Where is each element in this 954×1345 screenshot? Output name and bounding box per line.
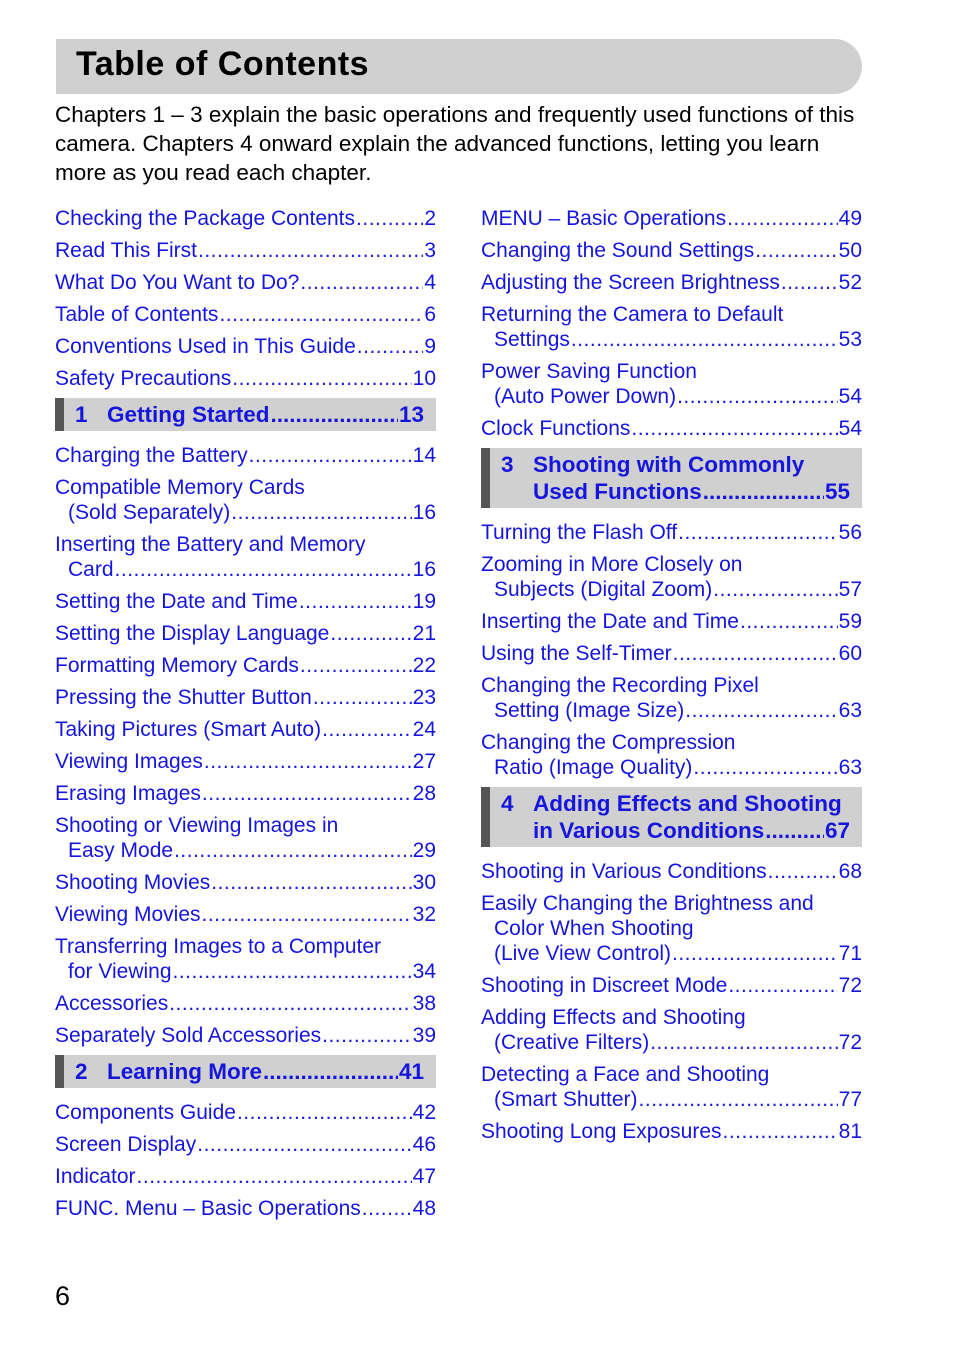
toc-entry[interactable] [481,730,862,780]
toc-entry[interactable] [481,859,862,884]
dot-leader [781,270,838,295]
title-bar [56,39,862,94]
dot-leader [299,589,412,614]
page-number: 6 [55,1281,71,1311]
toc-line [481,577,862,602]
toc-entry[interactable] [481,359,862,409]
toc-line [481,520,862,545]
toc-line [55,838,436,863]
entry-title: Power Saving Function [481,360,697,383]
chapter-page: 13 [398,402,424,427]
dot-leader [115,557,412,582]
toc-entry[interactable] [55,934,436,984]
dot-leader [362,1196,412,1221]
toc-entry[interactable] [55,749,436,774]
entry-page: 2 [424,207,436,230]
dot-leader [765,817,824,844]
toc-entry[interactable] [55,589,436,614]
entry-page: 81 [838,1120,862,1143]
entry-title: Changing the Compression [481,731,736,754]
toc-line [55,685,436,710]
chapter-heading-2[interactable] [55,1055,436,1088]
entry-page: 68 [838,860,862,883]
toc-line [533,790,850,817]
entry-title: Shooting in Discreet Mode [481,974,728,997]
toc-line [55,1164,436,1189]
toc-entry[interactable] [55,475,436,525]
entry-title: Setting (Image Size) [494,699,685,722]
toc-entry[interactable] [55,685,436,710]
entry-page: 60 [838,642,862,665]
entry-title: Shooting in Various Conditions [481,860,767,883]
toc-entry[interactable] [55,238,436,263]
chapter-heading-body [107,401,424,428]
dot-leader [356,206,423,231]
chapter-title: Shooting with Commonly [533,452,805,477]
toc-entry[interactable] [55,717,436,742]
toc-line [481,641,862,666]
toc-entry[interactable] [481,1005,862,1055]
chapter-page: 41 [398,1059,424,1084]
entry-title: Easily Changing the Brightness and [481,892,814,915]
toc-entry[interactable] [55,781,436,806]
toc-entry[interactable] [481,609,862,634]
dot-leader [249,443,412,468]
toc-line [107,401,424,428]
dot-leader [672,941,838,966]
entry-title: Erasing Images [55,782,201,805]
toc-line [55,366,436,391]
toc-line [55,621,436,646]
toc-line [55,749,436,774]
entry-page: 22 [412,654,436,677]
entry-page: 3 [424,239,436,262]
entry-title: Conventions Used in This Guide [55,335,356,358]
toc-line [481,552,862,577]
entry-title: Transferring Images to a Computer [55,935,382,958]
toc-entry[interactable] [481,206,862,231]
entry-page: 49 [838,207,862,230]
toc-line [55,717,436,742]
entry-title: Detecting a Face and Shooting [481,1063,770,1086]
entry-page: 53 [838,328,862,351]
dot-leader [322,1023,412,1048]
entry-title: Changing the Recording Pixel [481,674,759,697]
dot-leader [197,1132,411,1157]
entry-page: 19 [412,590,436,613]
toc-right-column [481,206,862,1151]
toc-entry[interactable] [55,813,436,863]
entry-page: 38 [412,992,436,1015]
chapter-page: 67 [824,818,850,843]
dot-leader [232,366,411,391]
toc-line [55,302,436,327]
dot-leader [650,1030,837,1055]
dot-leader [137,1164,412,1189]
toc-entry[interactable] [55,532,436,582]
chapter-number: 4 [501,791,514,816]
toc-entry[interactable] [481,673,862,723]
entry-page: 30 [412,871,436,894]
toc-line [481,238,862,263]
toc-entry[interactable] [55,991,436,1016]
chapter-title: Getting Started [107,402,270,427]
entry-title: FUNC. Menu – Basic Operations [55,1197,361,1220]
entry-title: for Viewing [68,960,172,983]
toc-entry[interactable] [481,302,862,352]
dot-leader [639,1087,838,1112]
toc-entry[interactable] [55,870,436,895]
entry-title: Indicator [55,1165,136,1188]
dot-leader [678,520,838,545]
entry-page: 77 [838,1088,862,1111]
toc-line [533,817,850,844]
entry-page: 48 [412,1197,436,1220]
entry-page: 9 [424,335,436,358]
intro-paragraph: Chapters 1 – 3 explain the basic operations and frequently used functions of this camera. Chapters 4 onward explain the advanced functions, letting you learn more as you read each chapter. [55,102,855,185]
toc-line [55,475,436,500]
entry-page: 34 [412,960,436,983]
entry-title: Card [68,558,114,581]
toc-entry[interactable] [55,653,436,678]
dot-leader [173,959,412,984]
toc-line [481,698,862,723]
toc-line [481,609,862,634]
toc-entry[interactable] [481,416,862,441]
toc-line [55,1023,436,1048]
entry-title: Clock Functions [481,417,631,440]
toc-line [55,443,436,468]
dot-leader [271,401,398,428]
entry-page: 27 [412,750,436,773]
toc-line [107,1058,424,1085]
dot-leader [202,781,412,806]
entry-page: 54 [838,385,862,408]
dot-leader [723,1119,838,1144]
toc-entry[interactable] [55,902,436,927]
toc-entry[interactable] [55,621,436,646]
toc-line [481,206,862,231]
toc-line [55,270,436,295]
entry-title: Read This First [55,239,197,262]
chapter-heading-body [533,451,850,505]
dot-leader [631,416,837,441]
entry-title: Turning the Flash Off [481,521,678,544]
dot-leader [313,685,412,710]
toc-line [481,755,862,780]
toc-line [481,973,862,998]
chapter-heading-grid [75,401,424,428]
toc-line [481,859,862,884]
toc-line [481,384,862,409]
entry-page: 16 [412,501,436,524]
entry-title: Setting the Display Language [55,622,330,645]
chapter-heading-grid [501,790,850,844]
toc-line [481,327,862,352]
dot-leader [673,641,838,666]
entry-title: MENU – Basic Operations [481,207,727,230]
toc-entry[interactable] [481,520,862,545]
entry-page: 63 [838,699,862,722]
entry-page: 10 [412,367,436,390]
entry-title: Settings [494,328,570,351]
entry-page: 32 [412,903,436,926]
entry-page: 71 [838,942,862,965]
toc-line [533,478,850,505]
entry-title: Adjusting the Screen Brightness [481,271,780,294]
dot-leader [685,698,837,723]
dot-leader [263,1058,398,1085]
toc-entry[interactable] [481,238,862,263]
chapter-number: 1 [75,402,88,427]
entry-page: 47 [412,1165,436,1188]
toc-line [481,416,862,441]
page-title: Table of Contents [76,45,370,83]
entry-title: Subjects (Digital Zoom) [494,578,713,601]
dot-leader [693,755,837,780]
chapter-title: Learning More [107,1059,263,1084]
entry-title: Inserting the Date and Time [481,610,739,633]
entry-title: Formatting Memory Cards [55,654,299,677]
dot-leader [219,302,423,327]
dot-leader [202,902,412,927]
dot-leader [728,973,837,998]
toc-line [481,359,862,384]
toc-line [481,891,862,916]
toc-entry[interactable] [481,641,862,666]
chapter-heading-3[interactable] [481,448,862,508]
dot-leader [703,478,824,505]
toc-line [55,781,436,806]
dot-leader [300,270,423,295]
entry-title: Shooting Long Exposures [481,1120,722,1143]
toc-entry[interactable] [55,334,436,359]
toc-entry[interactable] [55,206,436,231]
toc-entry[interactable] [55,1100,436,1125]
toc-line [55,934,436,959]
chapter-title: in Various Conditions [533,818,765,843]
toc-entry[interactable] [55,1196,436,1221]
toc-entry[interactable] [481,270,862,295]
entry-page: 42 [412,1101,436,1124]
toc-line [55,206,436,231]
toc-entry[interactable] [55,270,436,295]
entry-page: 59 [838,610,862,633]
dot-leader [322,717,412,742]
dot-leader [330,621,411,646]
dot-leader [231,500,411,525]
toc-line [55,589,436,614]
entry-title: (Sold Separately) [68,501,231,524]
chapter-heading-4[interactable] [481,787,862,847]
chapter-number: 2 [75,1059,88,1084]
toc-line [481,1062,862,1087]
dot-leader [677,384,838,409]
entry-title: Using the Self-Timer [481,642,672,665]
entry-page: 28 [412,782,436,805]
entry-title: Charging the Battery [55,444,248,467]
entry-title: Compatible Memory Cards [55,476,305,499]
entry-title: Shooting Movies [55,871,211,894]
toc-entry[interactable] [55,443,436,468]
dot-leader [727,206,838,231]
entry-page: 24 [412,718,436,741]
dot-leader [300,653,412,678]
dot-leader [174,838,412,863]
toc-line [481,1087,862,1112]
toc-line [55,902,436,927]
toc-left-column [55,206,436,1228]
entry-page: 72 [838,974,862,997]
toc-line [481,916,862,941]
entry-page: 52 [838,271,862,294]
entry-title: What Do You Want to Do? [55,271,300,294]
dot-leader [571,327,838,352]
entry-page: 72 [838,1031,862,1054]
entry-title: Screen Display [55,1133,197,1156]
chapter-title: Used Functions [533,479,702,504]
toc-line [481,1030,862,1055]
dot-leader [357,334,424,359]
toc-line [55,500,436,525]
toc-line [55,653,436,678]
toc-line [533,451,850,478]
toc-line [55,991,436,1016]
entry-page: 29 [412,839,436,862]
entry-title: Ratio (Image Quality) [494,756,693,779]
entry-page: 16 [412,558,436,581]
chapter-heading-1[interactable] [55,398,436,431]
entry-title: Inserting the Battery and Memory [55,533,366,556]
entry-title: Shooting or Viewing Images in [55,814,339,837]
entry-title: Accessories [55,992,169,1015]
entry-title: Components Guide [55,1101,236,1124]
entry-page: 21 [412,622,436,645]
entry-title: Safety Precautions [55,367,232,390]
entry-title: Taking Pictures (Smart Auto) [55,718,322,741]
entry-title: Pressing the Shutter Button [55,686,312,709]
toc-line [481,270,862,295]
chapter-title: Adding Effects and Shooting [533,791,842,816]
entry-title: Table of Contents [55,303,219,326]
entry-page: 23 [412,686,436,709]
dot-leader [755,238,837,263]
entry-title: Viewing Images [55,750,203,773]
entry-title: Separately Sold Accessories [55,1024,322,1047]
chapter-heading-body [533,790,850,844]
toc-line [481,730,862,755]
toc-line [55,532,436,557]
dot-leader [204,749,412,774]
toc-entry[interactable] [55,302,436,327]
toc-entry[interactable] [55,366,436,391]
toc-line [55,813,436,838]
toc-line [55,1100,436,1125]
toc-entry[interactable] [55,1023,436,1048]
toc-entry[interactable] [481,973,862,998]
entry-page: 6 [424,303,436,326]
toc-line [55,959,436,984]
toc-line [481,1119,862,1144]
entry-title: Returning the Camera to Default [481,303,784,326]
chapter-page: 55 [824,479,850,504]
entry-page: 14 [412,444,436,467]
entry-title: (Live View Control) [494,942,672,965]
toc-line [481,673,862,698]
toc-entry[interactable] [481,1119,862,1144]
entry-title: Setting the Date and Time [55,590,298,613]
chapter-number: 3 [501,452,514,477]
entry-title: Viewing Movies [55,903,201,926]
toc-line [55,1196,436,1221]
toc-line [481,1005,862,1030]
entry-title: (Creative Filters) [494,1031,650,1054]
entry-page: 46 [412,1133,436,1156]
entry-title: Changing the Sound Settings [481,239,755,262]
entry-page: 56 [838,521,862,544]
toc-entry[interactable] [55,1164,436,1189]
entry-title: Checking the Package Contents [55,207,356,230]
entry-title: Zooming in More Closely on [481,553,743,576]
dot-leader [198,238,423,263]
dot-leader [768,859,838,884]
entry-page: 39 [412,1024,436,1047]
entry-title: (Auto Power Down) [494,385,677,408]
toc-line [55,334,436,359]
entry-page: 54 [838,417,862,440]
dot-leader [169,991,411,1016]
chapter-heading-grid [501,451,850,505]
entry-page: 57 [838,578,862,601]
toc-line [481,941,862,966]
entry-page: 63 [838,756,862,779]
entry-page: 4 [424,271,436,294]
entry-page: 50 [838,239,862,262]
toc-line [55,870,436,895]
toc-line [481,302,862,327]
toc-entry[interactable] [481,891,862,966]
entry-title: Adding Effects and Shooting [481,1006,746,1029]
chapter-heading-grid [75,1058,424,1085]
toc-line [55,1132,436,1157]
toc-entry[interactable] [481,552,862,602]
dot-leader [713,577,837,602]
dot-leader [237,1100,412,1125]
entry-title: (Smart Shutter) [494,1088,638,1111]
chapter-heading-body [107,1058,424,1085]
toc-line [55,557,436,582]
toc-entry[interactable] [55,1132,436,1157]
entry-title: Easy Mode [68,839,174,862]
dot-leader [211,870,411,895]
entry-title: Color When Shooting [494,917,694,940]
dot-leader [740,609,838,634]
toc-line [55,238,436,263]
toc-entry[interactable] [481,1062,862,1112]
